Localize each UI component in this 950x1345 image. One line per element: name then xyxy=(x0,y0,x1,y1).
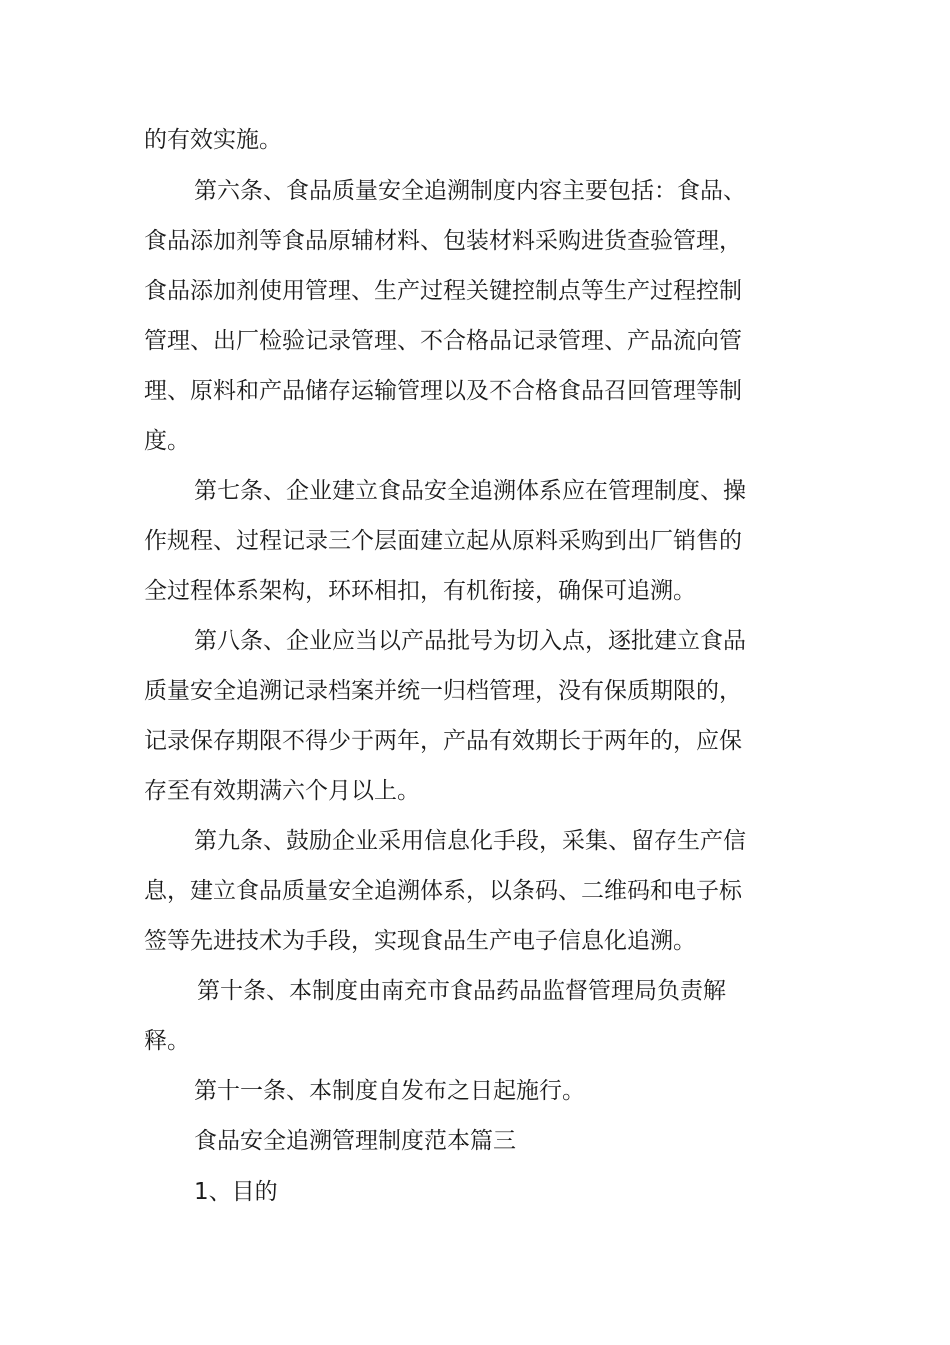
text-line: 管理、出厂检验记录管理、不合格品记录管理、产品流向管 xyxy=(144,328,742,354)
section-heading: 食品安全追溯管理制度范本篇三 xyxy=(194,1128,516,1154)
text-line: 释。 xyxy=(144,1028,190,1054)
subsection-heading: 1、目的 xyxy=(194,1179,278,1205)
text-line: 息，建立食品质量安全追溯体系，以条码、二维码和电子标 xyxy=(144,878,742,904)
paragraph-article-6-line: 第六条、食品质量安全追溯制度内容主要包括：食品、 xyxy=(194,178,746,204)
paragraph-article-7-line: 第七条、企业建立食品安全追溯体系应在管理制度、操 xyxy=(194,478,746,504)
text-line: 理、原料和产品储存运输管理以及不合格食品召回管理等制 xyxy=(144,378,742,404)
text-line: 签等先进技术为手段，实现食品生产电子信息化追溯。 xyxy=(144,928,696,954)
text-line: 全过程体系架构，环环相扣，有机衔接，确保可追溯。 xyxy=(144,578,696,604)
text-line: 质量安全追溯记录档案并统一归档管理，没有保质期限的， xyxy=(144,678,742,704)
text-line: 食品添加剂等食品原辅材料、包装材料采购进货查验管理， xyxy=(144,228,742,254)
text-line: 存至有效期满六个月以上。 xyxy=(144,778,420,804)
text-line: 作规程、过程记录三个层面建立起从原料采购到出厂销售的 xyxy=(144,528,742,554)
text-line: 食品添加剂使用管理、生产过程关键控制点等生产过程控制 xyxy=(144,278,742,304)
paragraph-article-11-line: 第十一条、本制度自发布之日起施行。 xyxy=(194,1078,585,1104)
paragraph-article-9-line: 第九条、鼓励企业采用信息化手段，采集、留存生产信 xyxy=(194,828,746,854)
text-line: 记录保存期限不得少于两年，产品有效期长于两年的，应保 xyxy=(144,728,742,754)
text-line: 的有效实施。 xyxy=(144,127,282,153)
paragraph-article-10-line: 第十条、本制度由南充市食品药品监督管理局负责解 xyxy=(197,978,726,1004)
text-line: 度。 xyxy=(144,428,190,454)
paragraph-article-8-line: 第八条、企业应当以产品批号为切入点，逐批建立食品 xyxy=(194,628,746,654)
